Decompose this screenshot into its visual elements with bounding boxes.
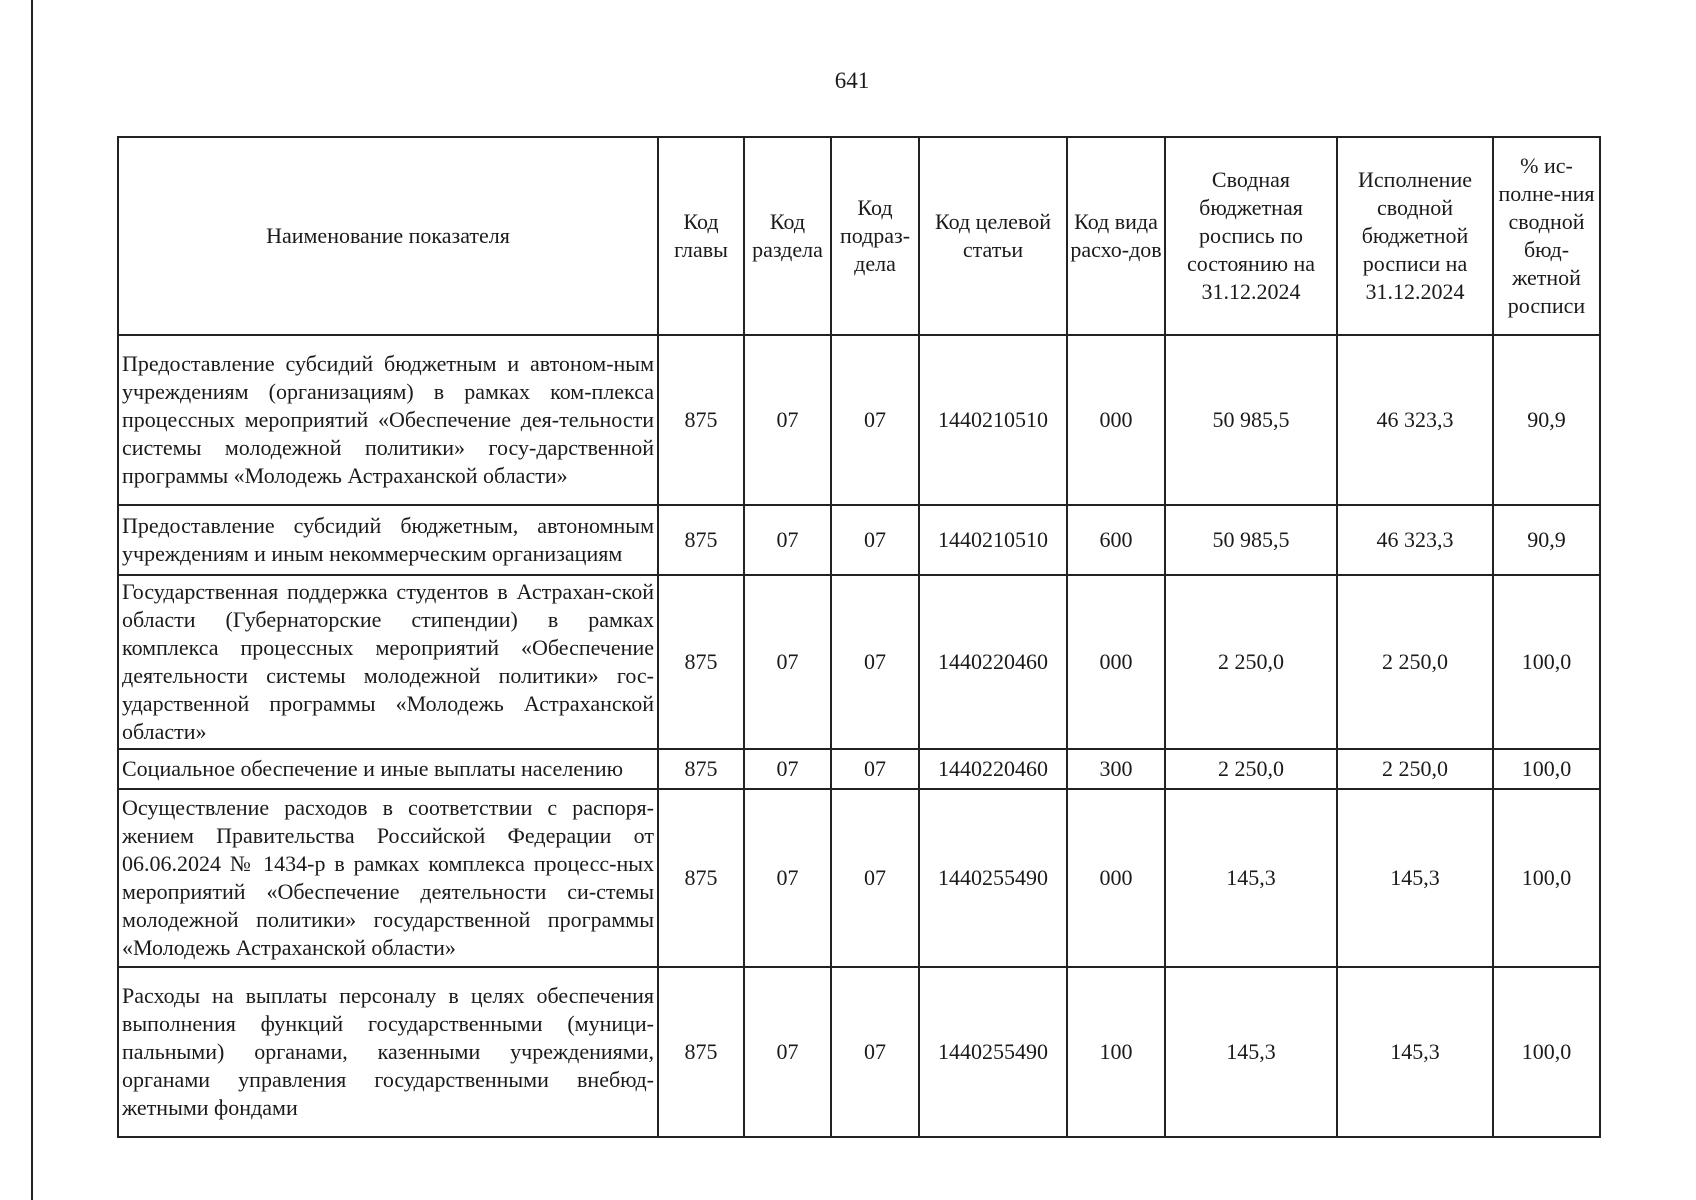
header-subsection-code: Код подраз-дела (831, 137, 919, 335)
cell-target-article-code: 1440255490 (919, 789, 1067, 967)
cell-section-code: 07 (744, 335, 831, 505)
cell-expense-type-code: 000 (1067, 575, 1165, 749)
cell-indicator-name: Государственная поддержка студентов в Астрахан-ской области (Губернаторские стипендии) в рамках комплекса процессных мероприятий «Обеспечение деятельности системы молодежной политики» гос-ударственной программы «Молодежь Астраханской области» (118, 575, 658, 749)
cell-indicator-name: Социальное обеспечение и иные выплаты населению (118, 749, 658, 789)
cell-chapter-code: 875 (658, 575, 744, 749)
table-row (118, 749, 1600, 789)
cell-target-article-code: 1440210510 (919, 505, 1067, 575)
header-chapter-code: Код главы (658, 137, 744, 335)
cell-target-article-code: 1440220460 (919, 575, 1067, 749)
cell-section-code: 07 (744, 967, 831, 1137)
header-indicator-name: Наименование показателя (118, 137, 658, 335)
cell-budget-plan: 2 250,0 (1165, 749, 1337, 789)
cell-subsection-code: 07 (831, 789, 919, 967)
header-budget-plan: Сводная бюджетная роспись по состоянию на 31.12.2024 (1165, 137, 1337, 335)
cell-chapter-code: 875 (658, 505, 744, 575)
cell-budget-plan: 50 985,5 (1165, 335, 1337, 505)
cell-budget-execution: 145,3 (1337, 789, 1493, 967)
cell-budget-plan: 2 250,0 (1165, 575, 1337, 749)
cell-target-article-code: 1440210510 (919, 335, 1067, 505)
cell-indicator-name: Предоставление субсидий бюджетным и автоном-ным учреждениям (организациям) в рамках ком-плекса процессных мероприятий «Обеспечение дея-тельности системы молодежной политики» госу-дарственной программы «Молодежь Астраханской области» (118, 335, 658, 505)
cell-section-code: 07 (744, 789, 831, 967)
cell-subsection-code: 07 (831, 575, 919, 749)
cell-expense-type-code: 000 (1067, 335, 1165, 505)
cell-expense-type-code: 100 (1067, 967, 1165, 1137)
cell-indicator-name: Расходы на выплаты персоналу в целях обеспечения выполнения функций государственными (муници-пальными) органами, казенными учреждениями, органами управления государственными внебюд-жетными фондами (118, 967, 658, 1137)
cell-execution-percent: 100,0 (1493, 749, 1600, 789)
cell-execution-percent: 90,9 (1493, 505, 1600, 575)
cell-execution-percent: 100,0 (1493, 789, 1600, 967)
cell-section-code: 07 (744, 575, 831, 749)
cell-subsection-code: 07 (831, 749, 919, 789)
cell-execution-percent: 90,9 (1493, 335, 1600, 505)
cell-budget-execution: 46 323,3 (1337, 505, 1493, 575)
header-section-code: Код раздела (744, 137, 831, 335)
cell-expense-type-code: 300 (1067, 749, 1165, 789)
table-row (118, 575, 1600, 749)
cell-section-code: 07 (744, 749, 831, 789)
budget-execution-table (117, 136, 1601, 1138)
page-number: 641 (834, 68, 870, 93)
header-budget-execution: Исполнение сводной бюджетной росписи на 31.12.2024 (1337, 137, 1493, 335)
cell-budget-execution: 145,3 (1337, 967, 1493, 1137)
header-execution-percent: % ис-полне-ния сводной бюд-жетной росписи (1493, 137, 1600, 335)
header-target-article-code: Код целевой статьи (919, 137, 1067, 335)
cell-subsection-code: 07 (831, 967, 919, 1137)
cell-section-code: 07 (744, 505, 831, 575)
cell-chapter-code: 875 (658, 789, 744, 967)
cell-execution-percent: 100,0 (1493, 967, 1600, 1137)
table-row (118, 335, 1600, 505)
cell-target-article-code: 1440255490 (919, 967, 1067, 1137)
cell-subsection-code: 07 (831, 505, 919, 575)
table-row (118, 505, 1600, 575)
cell-execution-percent: 100,0 (1493, 575, 1600, 749)
cell-subsection-code: 07 (831, 335, 919, 505)
table-row (118, 789, 1600, 967)
table-row (118, 967, 1600, 1137)
cell-chapter-code: 875 (658, 749, 744, 789)
cell-budget-execution: 2 250,0 (1337, 749, 1493, 789)
left-margin-rule (31, 0, 33, 1200)
cell-budget-execution: 2 250,0 (1337, 575, 1493, 749)
cell-budget-plan: 50 985,5 (1165, 505, 1337, 575)
cell-budget-plan: 145,3 (1165, 789, 1337, 967)
cell-chapter-code: 875 (658, 335, 744, 505)
cell-chapter-code: 875 (658, 967, 744, 1137)
cell-budget-execution: 46 323,3 (1337, 335, 1493, 505)
cell-indicator-name: Осуществление расходов в соответствии с распоря-жением Правительства Российской Федерации от 06.06.2024 № 1434-р в рамках комплекса процесс-ных мероприятий «Обеспечение деятельности си-стемы молодежной политики» государственной программы «Молодежь Астраханской области» (118, 789, 658, 967)
cell-target-article-code: 1440220460 (919, 749, 1067, 789)
cell-indicator-name: Предоставление субсидий бюджетным, автономным учреждениям и иным некоммерческим организациям (118, 505, 658, 575)
cell-budget-plan: 145,3 (1165, 967, 1337, 1137)
cell-expense-type-code: 000 (1067, 789, 1165, 967)
table-header-row (118, 137, 1600, 335)
header-expense-type-code: Код вида расхо-дов (1067, 137, 1165, 335)
cell-expense-type-code: 600 (1067, 505, 1165, 575)
